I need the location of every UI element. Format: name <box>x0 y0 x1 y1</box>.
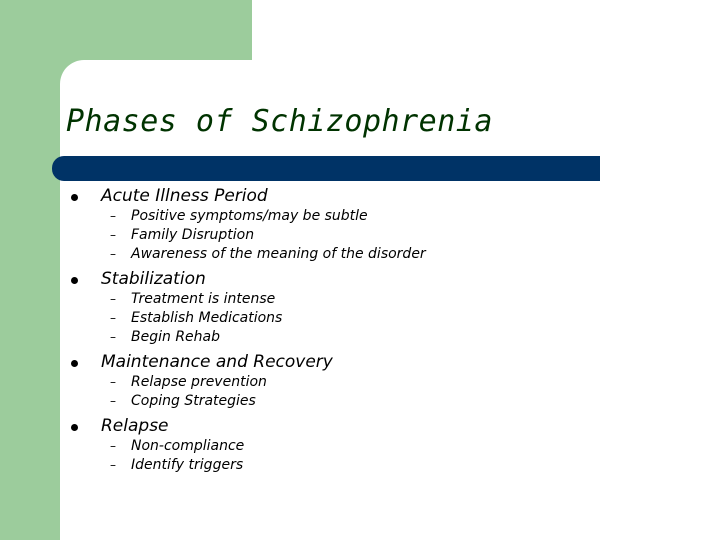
bullet-dot-icon <box>71 277 78 284</box>
dash-icon: – <box>110 209 116 223</box>
dash-icon: – <box>110 247 116 261</box>
bullet-dot-icon <box>71 424 78 431</box>
sub-list <box>101 373 706 411</box>
sub-item-text: Family Disruption <box>131 227 255 243</box>
dash-icon: – <box>110 292 116 306</box>
sub-item <box>101 456 706 475</box>
sub-item-text: Coping Strategies <box>131 393 256 409</box>
dash-icon: – <box>110 375 116 389</box>
dash-icon: – <box>110 311 116 325</box>
sub-list <box>101 207 706 264</box>
slide-title: Phases of Schizophrenia <box>66 104 493 139</box>
bullet-list <box>66 181 706 475</box>
section-relapse <box>66 415 706 475</box>
sub-item-text: Establish Medications <box>131 310 283 326</box>
bullet-dot-icon <box>71 360 78 367</box>
bullet-dot-icon <box>71 194 78 201</box>
title-underline-bar <box>52 156 600 181</box>
section-acute <box>66 185 706 264</box>
sub-item <box>101 437 706 456</box>
dash-icon: – <box>110 458 116 472</box>
sub-item <box>101 309 706 328</box>
sub-item <box>101 226 706 245</box>
sub-item <box>101 290 706 309</box>
sub-item <box>101 207 706 226</box>
sub-item-text: Awareness of the meaning of the disorder <box>131 246 426 262</box>
sub-item <box>101 373 706 392</box>
sub-item-text: Positive symptoms/may be subtle <box>131 208 368 224</box>
section-stabilization <box>66 268 706 347</box>
section-heading: Relapse <box>101 416 169 436</box>
sub-item-text: Treatment is intense <box>131 291 276 307</box>
sub-list <box>101 290 706 347</box>
dash-icon: – <box>110 330 116 344</box>
sub-item <box>101 245 706 264</box>
dash-icon: – <box>110 228 116 242</box>
sub-item-text: Identify triggers <box>131 457 244 473</box>
section-heading: Acute Illness Period <box>101 186 268 206</box>
sub-item <box>101 392 706 411</box>
sub-list <box>101 437 706 475</box>
sub-item <box>101 328 706 347</box>
dash-icon: – <box>110 394 116 408</box>
section-heading: Stabilization <box>101 269 206 289</box>
sub-item-text: Non-compliance <box>131 438 245 454</box>
sub-item-text: Begin Rehab <box>131 329 220 345</box>
dash-icon: – <box>110 439 116 453</box>
section-maintenance <box>66 351 706 411</box>
sub-item-text: Relapse prevention <box>131 374 267 390</box>
section-heading: Maintenance and Recovery <box>101 352 333 372</box>
